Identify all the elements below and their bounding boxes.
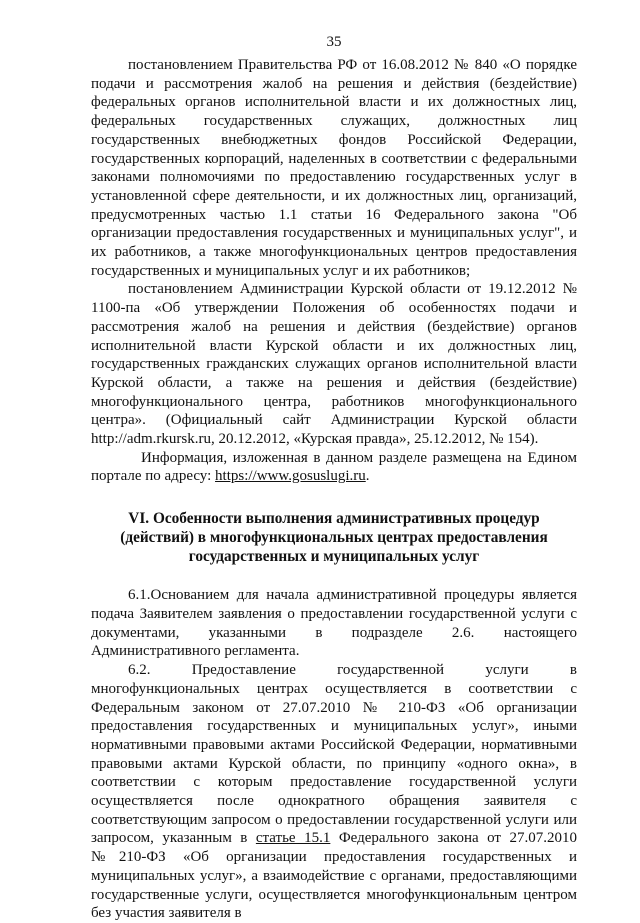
portal-info-end: .	[365, 468, 370, 485]
paragraph-kursk-decree-1100: постановлением Администрации Курской области от 19.12.2012 № 1100-па «Об утверждении Положения об особенностях подачи и рассмотрения жалоб на решения и действия (бездействие) органов исполнительной власти Курской области и их должностных лиц, государственных гражданских служащих органов исполнительной власти Курской области, а также на решения и действия (бездействие) многофункционального центра, работников многофункционального центра». (Официальный сайт Администрации Курской области http://adm.rkursk.ru, 20.12.2012, «Курская правда», 25.12.2012, № 154).	[91, 281, 577, 448]
gosuslugi-link[interactable]: https://www.gosuslugi.ru	[215, 468, 366, 485]
paragraph-portal-info	[91, 449, 577, 486]
article-15-1-link[interactable]: статье 15.1	[255, 830, 331, 847]
paragraph-6-2-text-after: Федерального закона от 27.07.2010 №210-ФЗ «Об организации предоставления государственных и муниципальных услуг», а взаимодействие с органами, предоставляющими государственные услуги, осуществляется многофункциональным центром без участия заявителя в	[91, 830, 577, 922]
paragraph-government-decree-840: постановлением Правительства РФ от 16.08.2012 № 840 «О порядке подачи и рассмотрения жалоб на решения и действия (бездействие) федеральных органов исполнительной власти и их должностных лиц, федеральных государственных служащих, должностных лиц государственных внебюджетных фондов Российской Федерации, государственных корпораций, наделенных в соответствии с федеральными законами полномочиями по предоставлению государственных услуг в установленной сфере деятельности, и их должностных лиц, организаций, предусмотренных частью 1.1 статьи 16 Федерального закона "Об организации предоставления государственных и муниципальных услуг", и их работников, а также многофункциональных центров предоставления государственных и муниципальных услуг и их работников;	[91, 57, 577, 279]
section-heading: VI. Особенности выполнения административных процедур (действий) в многофункциональных центрах предоставления государственных и муниципальных услуг	[120, 510, 548, 565]
page-number: 35	[326, 34, 342, 50]
paragraph-6-2	[91, 661, 577, 923]
paragraph-6-2-text-before: 6.2. Предоставление государственной услуги в многофункциональных центрах осуществляется в соответствии с Федеральным законом от 27.07.2010 № 210-ФЗ «Об организации предоставления государственных и муниципальных услуг», иными нормативными правовыми актами Российской Федерации, нормативными правовыми актами Курской области, по принципу «одного окна», в соответствии с которым предоставление государственной услуги осуществляется после однократного обращения заявителя с соответствующим запросом о предоставлении государственной услуги или запросом, указанным в	[91, 662, 577, 847]
portal-info-text: Информация, изложенная в данном разделе размещена на Едином портале по адресу:	[91, 449, 577, 485]
paragraph-6-1: 6.1.Основанием для начала административной процедуры является подача Заявителем заявления о предоставлении государственной услуги с документами, указанными в подразделе 2.6. настоящего Административного регламента.	[91, 587, 577, 660]
